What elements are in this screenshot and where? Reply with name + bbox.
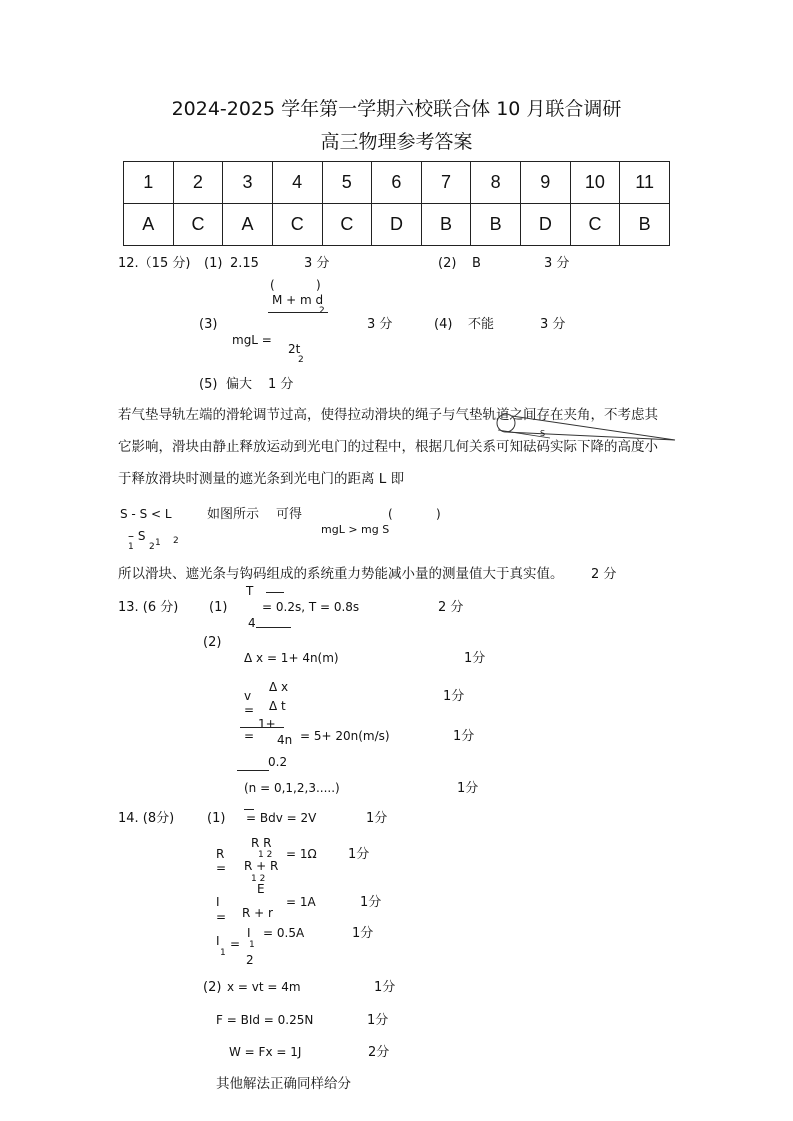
q14-I-score: 1分 [360,895,382,910]
q12-part1-label: (1) [204,256,223,271]
formula-denominator: R + R [244,859,279,873]
table-cell: 11 [620,162,670,204]
table-cell: D [521,204,571,246]
formula-label: I [216,895,220,909]
formula-denominator: 0.2 [268,755,288,769]
subscript: 2 [149,542,155,552]
question-number-row [124,162,670,204]
formula-numerator: I [247,926,251,940]
q14-x-score: 1分 [374,980,396,995]
table-cell: C [272,204,322,246]
table-cell: 4 [272,162,322,204]
q12-part2-label: (2) [438,256,457,271]
formula-denominator: 2t [288,342,301,356]
fraction-bar [240,727,284,728]
table-cell: B [620,204,670,246]
q12-part5-answer: 偏大 [226,377,253,392]
formula-subscript: 2 [319,306,325,316]
equals-sign: = [230,937,241,951]
table-cell: 3 [223,162,273,204]
formula-label: I [216,934,220,948]
q13-v-score: 1分 [443,689,465,704]
explanation-line: 它影响，滑块由静止释放运动到光电门的过程中，根据几何关系可知砝码实际下降的高度小 [118,439,658,455]
table-cell: 10 [570,162,620,204]
inequality-sub: – S [128,529,146,543]
table-cell: 9 [521,162,571,204]
table-cell: C [570,204,620,246]
formula-lhs: mgL = [232,333,272,347]
formula-paren-close: ) [316,278,321,292]
explanation-line: 若气垫导轨左端的滑轮调节过高，使得拉动滑块的绳子与气垫轨道之间存在夹角，不考虑其 [118,407,658,423]
equals-sign: = [216,861,227,875]
subscript: 2 [173,536,179,546]
answer-row [124,204,670,246]
formula-result: = 1Ω [286,847,317,861]
fraction-bar [256,627,291,628]
q12-part3-label: (3) [199,317,218,332]
q12-part5-label: (5) [199,377,218,392]
inequality: S - S < L [120,507,172,521]
grading-note: 其他解法正确同样给分 [216,1076,351,1092]
conclusion-score: 2 分 [591,567,617,582]
table-cell: 1 [124,162,174,204]
table-cell: D [372,204,422,246]
table-cell: B [421,204,471,246]
subscript: 1 [220,948,226,958]
formula-denominator: 4 [248,616,256,630]
paren-open: ( [388,507,393,521]
formula-denominator: R + r [242,906,273,920]
q13-label: 13. (6 分) [118,600,179,615]
q14-W-score: 2分 [368,1045,390,1060]
q13-n-range: (n = 0,1,2,3.....) [244,781,340,795]
table-cell: A [124,204,174,246]
q13-period-formula: = 0.2s, T = 0.8s [262,600,360,614]
q14-F-score: 1分 [367,1013,389,1028]
table-cell: 6 [372,162,422,204]
diagram-label: S [540,429,546,438]
table-cell: 7 [421,162,471,204]
q12-part1-score: 3 分 [304,256,330,271]
formula-denominator: 4n [277,733,293,747]
subscript: 1 2 [258,850,273,860]
q12-part4-answer: 不能 [468,317,495,332]
table-cell: 5 [322,162,372,204]
inequality-2: mgL > mg S [321,523,390,536]
fraction-bar [237,770,269,771]
formula-numerator: T [246,584,254,598]
conclusion: 所以滑块、遮光条与钩码组成的系统重力势能减小量的测量值大于真实值。 [118,566,564,582]
q14-I1-score: 1分 [352,926,374,941]
formula-numerator: 1+ [258,717,276,731]
formula-denominator: 2 [246,953,254,967]
q14-label: 14. (8分) [118,811,175,826]
q12-part3-score: 3 分 [367,317,393,332]
q12-part4-label: (4) [434,317,453,332]
q14-emf-score: 1分 [366,811,388,826]
formula-result: = 0.5A [263,926,305,940]
table-cell: A [223,204,273,246]
q14-W-formula: W = Fx = 1J [229,1045,302,1059]
q13-part1-score: 2 分 [438,600,464,615]
q12-part1-answer: 2.15 [230,256,259,271]
page-subtitle: 高三物理参考答案 [320,131,473,153]
kede-text: 可得 [276,507,303,522]
q14-part2-label: (2) [203,980,222,995]
q13-n-score: 1分 [457,781,479,796]
formula-numerator: R R [251,836,272,850]
subscript: 1 [128,542,134,552]
q13-part1-label: (1) [209,600,228,615]
fraction-bar [266,592,284,593]
emf-symbol-bar [244,809,254,810]
table-cell: C [322,204,372,246]
answer-table [123,161,670,246]
q14-F-formula: F = BId = 0.25N [216,1013,314,1027]
paren-close: ) [436,507,441,521]
subscript: 1 [155,538,161,548]
formula-numerator: M + m d [272,293,324,307]
equals-sign: = [244,703,255,717]
formula-subscript: 2 [298,355,304,365]
q14-x-formula: x = vt = 4m [227,980,301,994]
q12-label: 12.（15 分) [118,256,191,271]
subscript: 1 [249,940,255,950]
formula-denominator: Δ t [269,699,286,713]
page-title: 2024-2025 学年第一学期六校联合体 10 月联合调研 [171,98,622,120]
q13-dx-formula: Δ x = 1+ 4n(m) [244,651,339,665]
q12-part5-score: 1 分 [268,377,294,392]
q12-part4-score: 3 分 [540,317,566,332]
figure-ref: 如图所示 [207,507,260,522]
table-cell: C [173,204,223,246]
formula-numerator: E [257,882,265,896]
equals-sign: = [216,910,227,924]
q13-v-result: = 5+ 20n(m/s) [300,729,390,743]
table-cell: 8 [471,162,521,204]
geometry-sketch [490,410,690,450]
table-cell: 2 [173,162,223,204]
formula-paren-open: ( [270,278,275,292]
q14-part1-label: (1) [207,811,226,826]
formula-label: R [216,847,225,861]
q14-R-score: 1分 [348,847,370,862]
subscript: 1 2 [251,874,266,884]
q12-part2-answer: B [472,256,481,271]
q13-dx-score: 1分 [464,651,486,666]
fraction-bar [268,312,328,313]
equals-sign: = [244,729,255,743]
q13-v2-score: 1分 [453,729,475,744]
q12-part2-score: 3 分 [544,256,570,271]
table-cell: B [471,204,521,246]
explanation-line: 于释放滑块时测量的遮光条到光电门的距离 L 即 [118,471,405,487]
formula-label: v [244,689,252,703]
q14-emf-formula: = Bdv = 2V [246,811,317,825]
formula-result: = 1A [286,895,316,909]
formula-numerator: Δ x [269,680,289,694]
q13-part2-label: (2) [203,635,222,650]
